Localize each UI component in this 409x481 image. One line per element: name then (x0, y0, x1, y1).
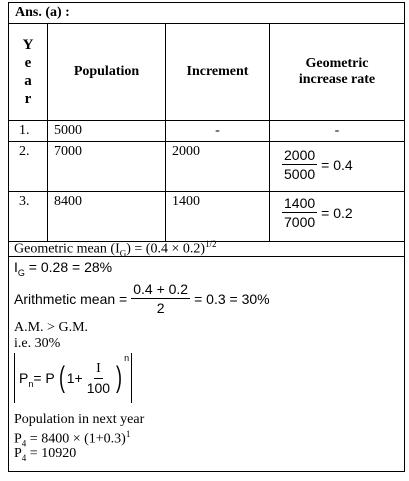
pn-sup: n (124, 353, 130, 363)
rate-cell: - (270, 121, 405, 142)
am-denominator: 2 (156, 300, 165, 316)
rate-numerator: 1400 (284, 195, 316, 211)
year-cell: 2. (9, 142, 48, 192)
gm-text: ) = (0.4 × 0.2) (126, 241, 206, 257)
pn-denominator: 100 (86, 379, 111, 396)
am-gm-line: A.M. > G.M. (14, 320, 89, 335)
ig-text: I (14, 259, 18, 275)
rate-numerator: 2000 (284, 147, 316, 163)
formula-bar (14, 353, 15, 403)
gm-text: Geometric mean (I (14, 241, 120, 257)
increment-header: Increment (166, 24, 270, 121)
year-letter: e (24, 55, 32, 71)
next-year-line: Population in next year (14, 412, 145, 427)
p4-text: = 8400 × (1+0.3) (26, 431, 126, 447)
am-label: Arithmetic mean = (14, 290, 128, 307)
pn-sub: n (28, 379, 34, 389)
pn-numerator: I (94, 360, 103, 379)
population-table (8, 23, 405, 242)
population-cell: 7000 (48, 142, 166, 192)
rate-denominator: 5000 (284, 166, 316, 182)
pn-text: 1+ (66, 370, 83, 386)
population-header: Population (48, 24, 166, 121)
rate-cell (270, 142, 405, 192)
increment-cell: - (166, 121, 270, 142)
increment-cell: 2000 (166, 142, 270, 192)
rate-value: = 0.2 (321, 204, 353, 221)
am-fraction (131, 280, 190, 317)
table-row (9, 142, 405, 192)
p4-text: P (14, 431, 22, 447)
population-cell: 8400 (48, 192, 166, 242)
formula-bar (131, 353, 132, 403)
rate-denominator: 7000 (284, 214, 316, 230)
year-cell: 1. (9, 121, 48, 142)
rate-value: = 0.4 (321, 156, 353, 173)
rate-header (270, 24, 405, 121)
pn-text: = P (33, 370, 55, 386)
rate-fraction (282, 194, 317, 231)
p4-sup: 1 (125, 429, 131, 439)
year-letter: Y (22, 37, 34, 53)
pn-fraction (85, 360, 112, 397)
rate-cell (270, 192, 405, 242)
table-header-row (9, 24, 405, 121)
ig-sub: G (17, 267, 25, 278)
right-paren: ) (116, 361, 123, 394)
p4-sub: 4 (21, 452, 27, 463)
p4-text: = 10920 (26, 446, 77, 461)
increment-cell: 1400 (166, 192, 270, 242)
year-letter: r (24, 91, 32, 107)
p4-text: P (14, 446, 22, 461)
p4-sub: 4 (21, 438, 27, 449)
ig-text: = 0.28 = 28% (24, 259, 113, 275)
year-letter: a (24, 73, 32, 89)
year-header (9, 24, 48, 121)
pn-formula (14, 353, 132, 403)
ie-line: i.e. 30% (14, 336, 61, 351)
gm-sup: 1/2 (205, 239, 217, 249)
am-numerator: 0.4 + 0.2 (133, 281, 189, 297)
table-row (9, 192, 405, 242)
am-result: = 0.3 = 30% (194, 290, 270, 307)
gm-sub: G (119, 248, 127, 259)
p4-result-line (14, 446, 76, 463)
table-row (9, 121, 405, 142)
rate-header-line: increase rate (298, 72, 376, 87)
rate-fraction (282, 146, 317, 183)
rate-header-line: Geometric (305, 56, 369, 71)
year-cell: 3. (9, 192, 48, 242)
arithmetic-mean-line (14, 280, 270, 317)
divider (8, 256, 405, 257)
left-paren: ( (58, 361, 65, 394)
population-cell: 5000 (48, 121, 166, 142)
ig-line (14, 259, 112, 278)
pn-text: P (19, 370, 29, 386)
answer-header: Ans. (a) : (8, 2, 405, 24)
